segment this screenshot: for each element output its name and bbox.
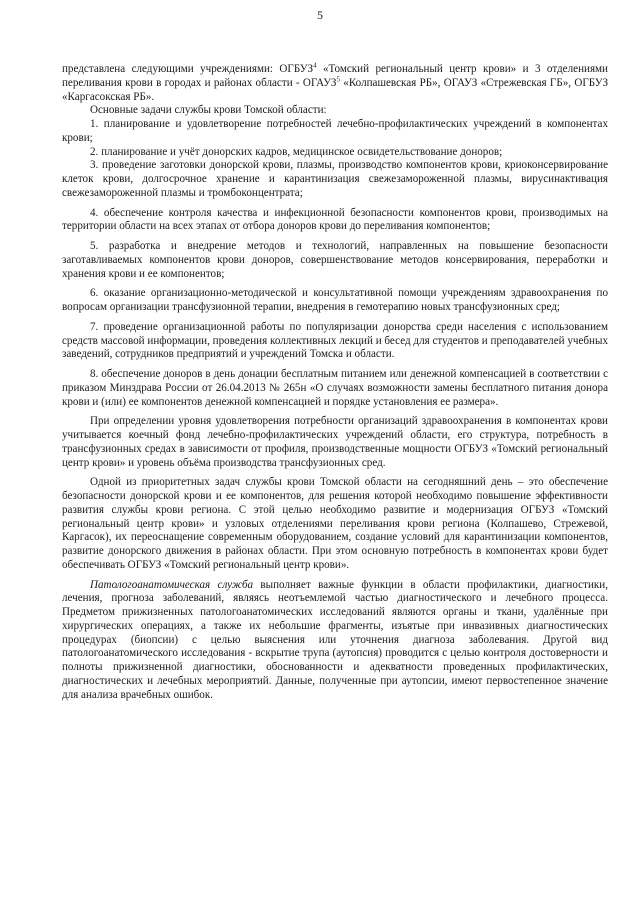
footnote-ref-4[interactable]: 4 (313, 61, 317, 70)
task-item-2: 2. планирование и учёт донорских кадров, медицинское освидетельствование доноров; (90, 145, 503, 158)
task-item-4: 4. обеспечение контроля качества и инфекционной безопасности компонентов крови, производимых на территории области на всех этапах от отбора доноров крови до переливания компонентов; (62, 206, 608, 233)
pathology-text: выполняет важные функции в области профилактики, диагностики, лечения, прогноза заболеваний, являясь неотъемлемой частью диагностического и лечебного процесса. Предметом прижизненных патологоанатомических исследований являются органы и ткани, удалённые при хирургических операциях, а также их небольшие фрагменты, изъятые при инвазивных диагностических процедурах (биопсии) с целью выяснения или уточнения диагноза заболевания. Другой вид патологоанатомического исследования - вскрытие трупа (аутопсия) проводится с целью контроля достоверности и полноты прижизненной диагностики, обоснованности и адекватности проведенных профилактических, диагностических и лечебных мероприятий. Данные, полученные при аутопсии, имеют первостепенное значение для анализа врачебных ошибок. (62, 578, 608, 701)
task-item-1: 1. планирование и удовлетворение потребностей лечебно-профилактических учреждений в компонентах крови; (62, 118, 608, 144)
intro-text-2: «Томский региональный центр крови» и 3 отделениями переливания крови в городах и районах области - ОГАУЗ (62, 63, 608, 89)
intro-paragraph (62, 63, 608, 104)
pathology-service-term: Патологоанатомическая служба (90, 578, 254, 591)
document-body (62, 63, 608, 702)
task-item-6: 6. оказание организационно-методической и консультативной помощи учреждениям здравоохранения по вопросам организации трансфузионной терапии, внедрения в гемотерапию новых трансфузионных сред; (62, 287, 608, 313)
tasks-heading: Основные задачи службы крови Томской области: (90, 104, 327, 117)
task-item-5: 5. разработка и внедрение методов и технологий, направленных на повышение безопасности заготавливаемых компонентов крови доноров, совершенствование методов консервирования, переработки и хранения крови и ее компонентов; (62, 240, 608, 280)
page-number: 5 (317, 8, 323, 22)
paragraph-need: При определении уровня удовлетворения потребности организаций здравоохранения в компонентах крови учитывается коечный фонд лечебно-профилактических учреждений области, его структура, потребность в трансфузионных средах в зависимости от профиля, производственные мощности ОГБУЗ «Томский региональный центр крови» и уровень объёма производства трансфузионных сред. (62, 415, 608, 469)
task-item-8: 8. обеспечение доноров в день донации бесплатным питанием или денежной компенсацией в соответствии с приказом Минздрава России от 26.04.2013 № 265н «О случаях возможности замены бесплатного питания донора крови и (или) ее компонентов денежной компенсацией и порядке установления ее размера». (62, 368, 608, 408)
paragraph-pathology (62, 579, 608, 703)
task-item-3: 3. проведение заготовки донорской крови, плазмы, производство компонентов крови, криоконсервирование клеток крови, долгосрочное хранение и карантинизация свежезамороженной плазмы, вирусинактивация свежезамороженной плазмы и тромбоконцентрата; (62, 159, 608, 199)
paragraph-priority: Одной из приоритетных задач службы крови Томской области на сегодняшний день – это обеспечение безопасности донорской крови и ее компонентов, для решения которой необходимо повышение эффективности развития службы крови региона. С этой целью необходимо развитие и модернизация ОГБУЗ «Томский региональный центр крови» и узловых отделениями переливания крови региона (Колпашево, Стрежевой, Каргасок), их переоснащение современным оборудованием, создание условий для карантинизации компонентов, развитие донорского движения в районах области. При этом основную потребность в компонентах крови будет обеспечивать ОГБУЗ «Томский региональный центр крови». (62, 476, 608, 571)
intro-text-3: «Колпашевская РБ», ОГАУЗ «Стрежевская ГБ», ОГБУЗ «Каргасокская РБ». (62, 76, 609, 103)
task-item-7: 7. проведение организационной работы по популяризации донорства среди населения с использованием средств массовой информации, проведения коллективных лекций и бесед для студентов и преподавателей учебных заведений, сотрудников предприятий и учреждений Томска и области. (62, 320, 608, 361)
intro-text-1: представлена следующими учреждениями: ОГБУЗ (62, 63, 314, 75)
footnote-ref-5[interactable]: 5 (336, 75, 340, 84)
